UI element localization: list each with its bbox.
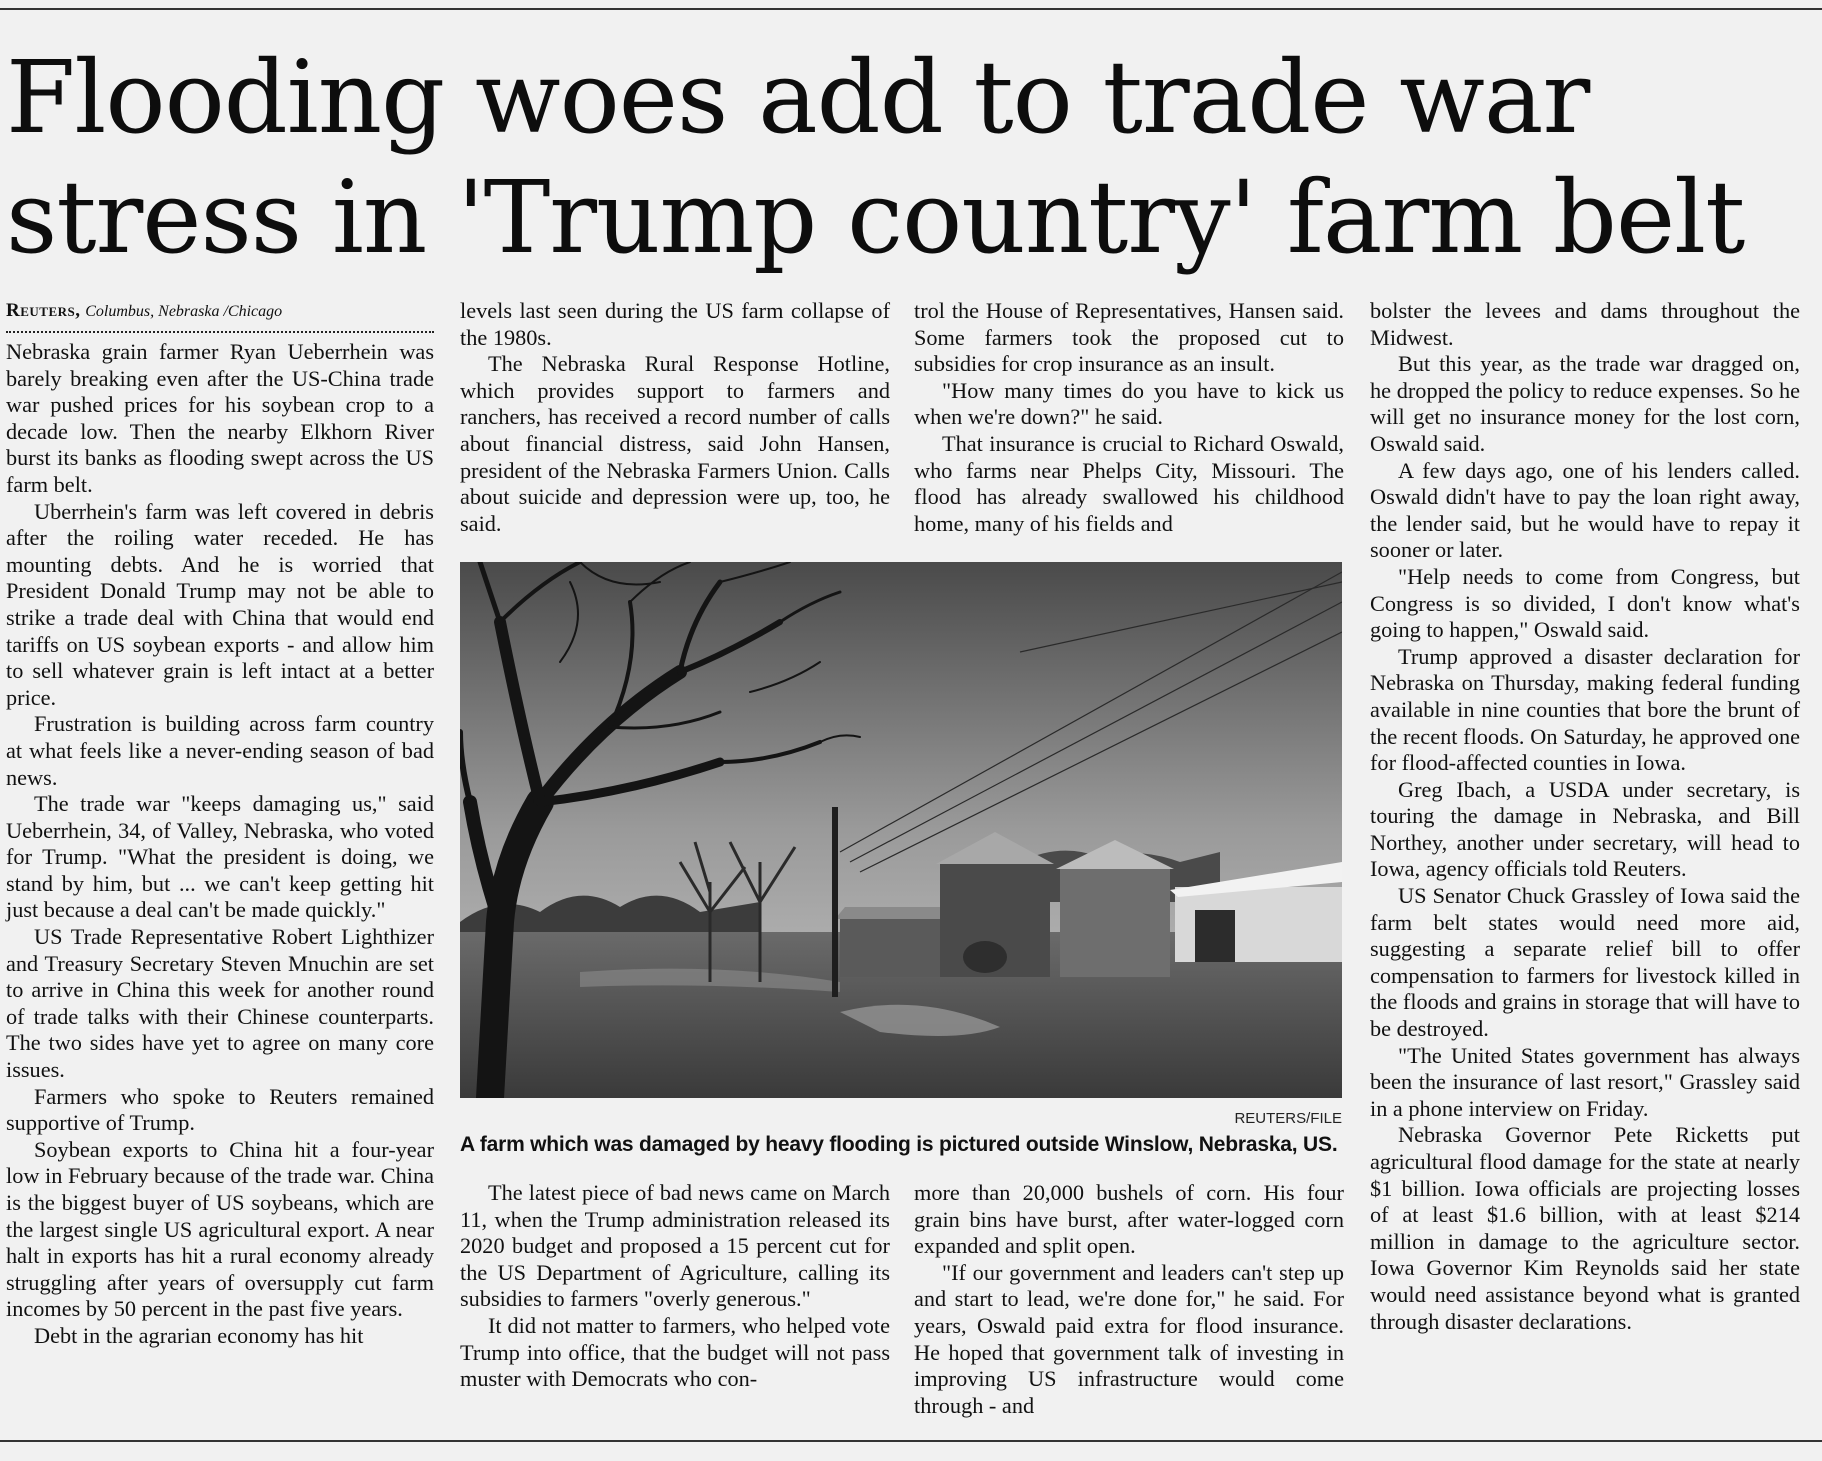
paragraph: The trade war "keeps damaging us," said Ueberrhein, 34, of Valley, Nebraska, who voted for Trump. "What the president is doing, we stand by him, but ... we can't keep getting hit just because a deal can't be made quickly." xyxy=(6,791,434,923)
article-column-2-top xyxy=(460,298,890,537)
paragraph: US Senator Chuck Grassley of Iowa said the farm belt states would need more aid, suggesting a separate relief bill to offer compensation to farmers for livestock killed in the floods and grains in storage that will have to be destroyed. xyxy=(1370,883,1800,1042)
paragraph: The latest piece of bad news came on March 11, when the Trump administration released its 2020 budget and proposed a 15 percent cut for the US Department of Agriculture, calling its subsidies to farmers "overly generous." xyxy=(460,1180,890,1312)
headline-line-1: Flooding woes add to trade war xyxy=(6,39,1590,156)
paragraph: bolster the levees and dams throughout the Midwest. xyxy=(1370,298,1800,350)
farm-flood-photo xyxy=(460,562,1342,1098)
paragraph: "Help needs to come from Congress, but Congress is so divided, I don't know what's going to happen," Oswald said. xyxy=(1370,563,1800,643)
paragraph: Nebraska Governor Pete Ricketts put agricultural flood damage for the state at nearly $1 billion. Iowa officials are projecting losses of at least $1.6 billion, with at least $214 million in damage to the agriculture sector. Iowa Governor Kim Reynolds said her state would need assistance beyond what is granted through disaster declarations. xyxy=(1370,1122,1800,1334)
paragraph: more than 20,000 bushels of corn. His four grain bins have burst, after water-logged corn expanded and split open. xyxy=(914,1180,1344,1259)
article-column-1 xyxy=(6,298,434,1350)
paragraph: The Nebraska Rural Response Hotline, which provides support to farmers and ranchers, has received a record number of calls about financial distress, said John Hansen, president of the Nebraska Farmers Union. Calls about suicide and depression were up, too, he said. xyxy=(460,351,890,536)
dateline xyxy=(6,298,434,325)
paragraph: "If our government and leaders can't step up and start to lead, we're done for," he said. For years, Oswald paid extra for flood insurance. He hoped that government talk of investing in improving US infrastructure would come through - and xyxy=(914,1259,1344,1418)
paragraph: Nebraska grain farmer Ryan Ueberrhein was barely breaking even after the US-China trade war pushed prices for his soybean crop to a decade low. Then the nearby Elkhorn River burst its banks as flooding swept across the US farm belt. xyxy=(6,339,434,497)
photo-credit: REUTERS/FILE xyxy=(1234,1110,1342,1127)
paragraph: US Trade Representative Robert Lighthizer and Treasury Secretary Steven Mnuchin are set to arrive in China this week for another round of trade talks with their Chinese counterparts. The two sides have yet to agree on many core issues. xyxy=(6,924,434,1083)
paragraph: Uberrhein's farm was left covered in debris after the roiling water receded. He has mounting debts. And he is worried that President Donald Trump may not be able to strike a trade deal with China that would end tariffs on US soybean exports - and allow him to sell whatever grain is left intact at a better price. xyxy=(6,498,434,710)
article-column-4 xyxy=(1370,298,1800,1335)
paragraph: Greg Ibach, a USDA under secretary, is touring the damage in Nebraska, and Bill Northey, another under secretary, will head to Iowa, agency officials told Reuters. xyxy=(1370,776,1800,882)
paragraph: Farmers who spoke to Reuters remained supportive of Trump. xyxy=(6,1083,434,1136)
headline xyxy=(6,38,1816,278)
paragraph: Soybean exports to China hit a four-year low in February because of the trade war. China is the biggest buyer of US soybeans, which are the largest single US agricultural export. A near halt in exports has hit a rural economy already struggling after years of oversupply cut farm incomes by 50 percent in the past five years. xyxy=(6,1136,434,1322)
bottom-rule xyxy=(0,1440,1822,1442)
paragraph: Frustration is building across farm country at what feels like a never-ending season of bad news. xyxy=(6,711,434,790)
paragraph: That insurance is crucial to Richard Oswald, who farms near Phelps City, Missouri. The flood has already swallowed his childhood home, many of his fields and xyxy=(914,430,1344,536)
photo-caption: A farm which was damaged by heavy flooding is pictured outside Winslow, Nebraska, US. xyxy=(460,1133,1338,1156)
paragraph: Trump approved a disaster declaration for Nebraska on Thursday, making federal funding available in nine counties that bore the brunt of the recent floods. On Saturday, he approved one for flood-affected counties in Iowa. xyxy=(1370,643,1800,776)
headline-line-2: stress in 'Trump country' farm belt xyxy=(6,159,1745,276)
article-column-2-bottom xyxy=(460,1180,890,1393)
paragraph: A few days ago, one of his lenders called. Oswald didn't have to pay the loan right away, the lender said, but he would have to repay it sooner or later. xyxy=(1370,457,1800,563)
paragraph: But this year, as the trade war dragged on, he dropped the policy to reduce expenses. So he will get no insurance money for the lost corn, Oswald said. xyxy=(1370,351,1800,456)
top-rule xyxy=(0,8,1822,10)
paragraph: "How many times do you have to kick us when we're down?" he said. xyxy=(914,377,1344,430)
article-column-3-top xyxy=(914,298,1344,537)
paragraph: trol the House of Representatives, Hansen said. Some farmers took the proposed cut to subsidies for crop insurance as an insult. xyxy=(914,298,1344,377)
paragraph: levels last seen during the US farm collapse of the 1980s. xyxy=(460,298,890,350)
paragraph: "The United States government has always been the insurance of last resort," Grassley said in a phone interview on Friday. xyxy=(1370,1042,1800,1121)
paragraph: Debt in the agrarian economy has hit xyxy=(34,1322,364,1348)
article-column-3-bottom xyxy=(914,1180,1344,1419)
dateline-agency: Reuters, xyxy=(6,300,81,321)
dateline-location: Columbus, Nebraska /Chicago xyxy=(85,303,283,320)
photo-illustration xyxy=(460,562,1342,1098)
dotted-divider xyxy=(6,331,434,333)
paragraph: It did not matter to farmers, who helped vote Trump into office, that the budget will not pass muster with Democrats who con- xyxy=(460,1312,890,1392)
